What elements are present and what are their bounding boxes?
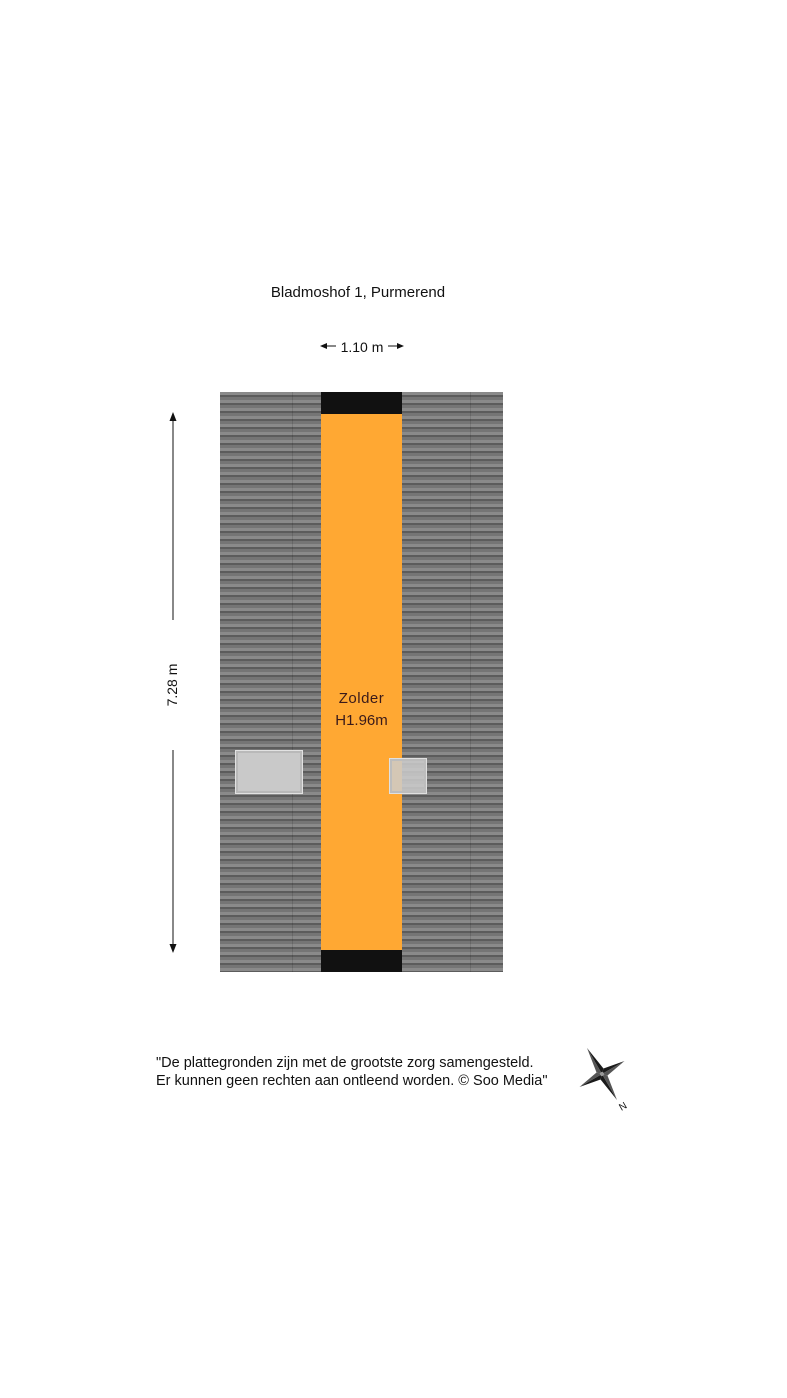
roof-slope-left: [220, 392, 321, 972]
room-height-label: H1.96m: [335, 712, 388, 729]
width-dimension-label: 1.10 m: [340, 339, 384, 355]
compass-rose-icon: [566, 1040, 646, 1120]
disclaimer-line-2: Er kunnen geen rechten aan ontleend worden. © Soo Media": [156, 1073, 548, 1089]
roof-slope-right: [402, 392, 503, 972]
wall-bottom: [321, 950, 402, 972]
wall-top: [321, 392, 402, 414]
roof-window-left: [235, 750, 303, 794]
room-zolder: [321, 392, 402, 972]
compass-north-label: N: [617, 1100, 630, 1114]
address-title: Bladmoshof 1, Purmerend: [270, 284, 446, 301]
room-name-label: Zolder: [338, 690, 385, 707]
disclaimer-text: [156, 1054, 566, 1090]
roof-window-right: [389, 758, 427, 794]
height-dimension-label: 7.28 m: [164, 620, 180, 750]
disclaimer-line-1: "De plattegronden zijn met de grootste zorg samengesteld.: [156, 1055, 534, 1071]
